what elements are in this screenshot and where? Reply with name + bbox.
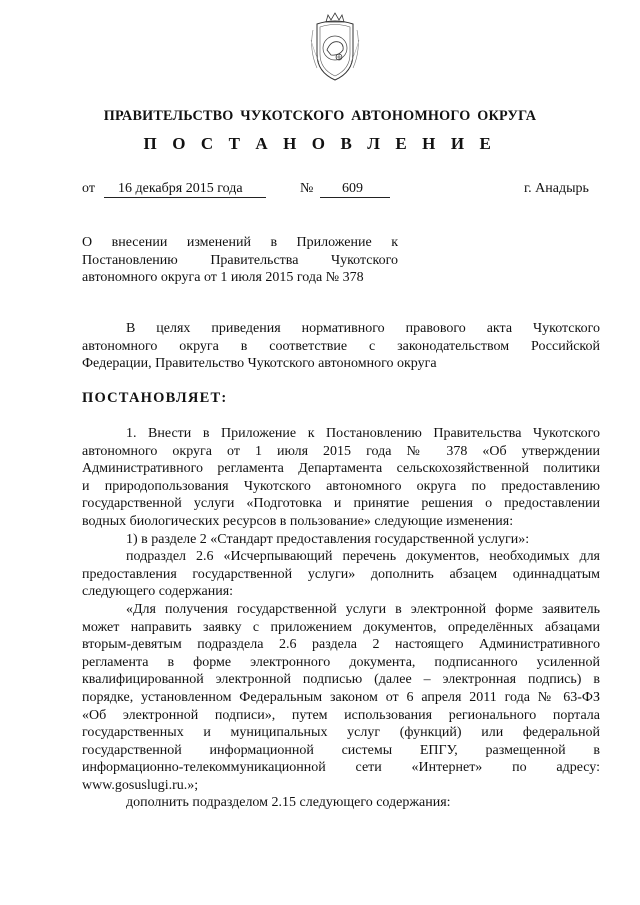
document-subject (82, 234, 398, 287)
preamble-line: Федерации, Правительство Чукотского автономного округа (82, 356, 437, 372)
body-line: вторым-девятым подраздела 2.6 раздела 2 настоящего Административного (82, 637, 600, 653)
subject-line: автономного округа от 1 июля 2015 года № 378 (82, 270, 364, 285)
document-place: г. Анадырь (524, 181, 589, 196)
body-line: «Для получения государственной услуги в электронной форме заявитель (126, 601, 600, 617)
body-line: 1) в разделе 2 «Стандарт предоставления государственной услуги»: (126, 531, 530, 547)
government-title: ПРАВИТЕЛЬСТВО ЧУКОТСКОГО АВТОНОМНОГО ОКРУГА (103, 108, 537, 124)
body-line: информационно-телекоммуникационной сети «Интернет» по адресу: (82, 760, 600, 776)
number-label: № (300, 181, 314, 196)
body-line: 1. Внести в Приложение к Постановлению Правительства Чукотского (126, 426, 600, 441)
body-line: «Об электронной подписи», путем использования регионального портала (82, 707, 600, 723)
coat-of-arms-emblem (295, 10, 375, 86)
body-line: регламента в форме электронного документа, подписанного усиленной (82, 654, 600, 670)
body-line: Административного регламента Департамента сельскохозяйственной политики (82, 461, 600, 477)
from-label: от (82, 181, 95, 196)
body-line: подраздел 2.6 «Исчерпывающий перечень документов, необходимых для (126, 549, 600, 565)
document-number: 609 (342, 181, 363, 196)
decree-body (82, 425, 600, 812)
body-line: предоставления государственной услуги» дополнить абзацем одиннадцатым (82, 566, 600, 582)
body-line: водных биологических ресурсов в пользование» следующие изменения: (82, 513, 514, 529)
body-line: государственной услуги «Подготовка и принятие решения о предоставлении (82, 496, 600, 512)
body-line: и природопользования Чукотского автономного округа по предоставлению (82, 478, 600, 494)
body-line: квалифицированной электронной подписью (далее – электронная подпись) в (82, 672, 600, 688)
document-type: П О С Т А Н О В Л Е Н И Е (143, 134, 497, 153)
document-meta-row (0, 181, 640, 203)
subject-line: О внесении изменений в Приложение к (82, 235, 398, 250)
body-line: www.gosuslugi.ru.»; (82, 777, 199, 793)
body-line: может направить заявку с приложением документов, определённых абзацами (82, 619, 600, 635)
preamble-line: В целях приведения нормативного правового акта Чукотского (126, 321, 600, 336)
body-line: государственных и муниципальных услуг (функций) или федеральной (82, 725, 600, 741)
body-line: порядке, установленном Федеральным законом от 6 апреля 2011 года № 63-ФЗ (82, 689, 600, 705)
preamble-paragraph (82, 320, 600, 373)
document-date: 16 декабря 2015 года (118, 181, 243, 196)
preamble-line: автономного округа в соответствие с законодательством Российской (82, 338, 600, 354)
decree-heading: ПОСТАНОВЛЯЕТ: (82, 390, 228, 406)
body-line: следующего содержания: (82, 584, 234, 600)
body-line: автономного округа от 1 июля 2015 года № 378 «Об утверждении (82, 443, 600, 459)
body-line: государственной информационной системы ЕПГУ, размещенной в (82, 742, 600, 758)
body-line: дополнить подразделом 2.15 следующего содержания: (126, 795, 451, 811)
subject-line: Постановлению Правительства Чукотского (82, 252, 398, 268)
